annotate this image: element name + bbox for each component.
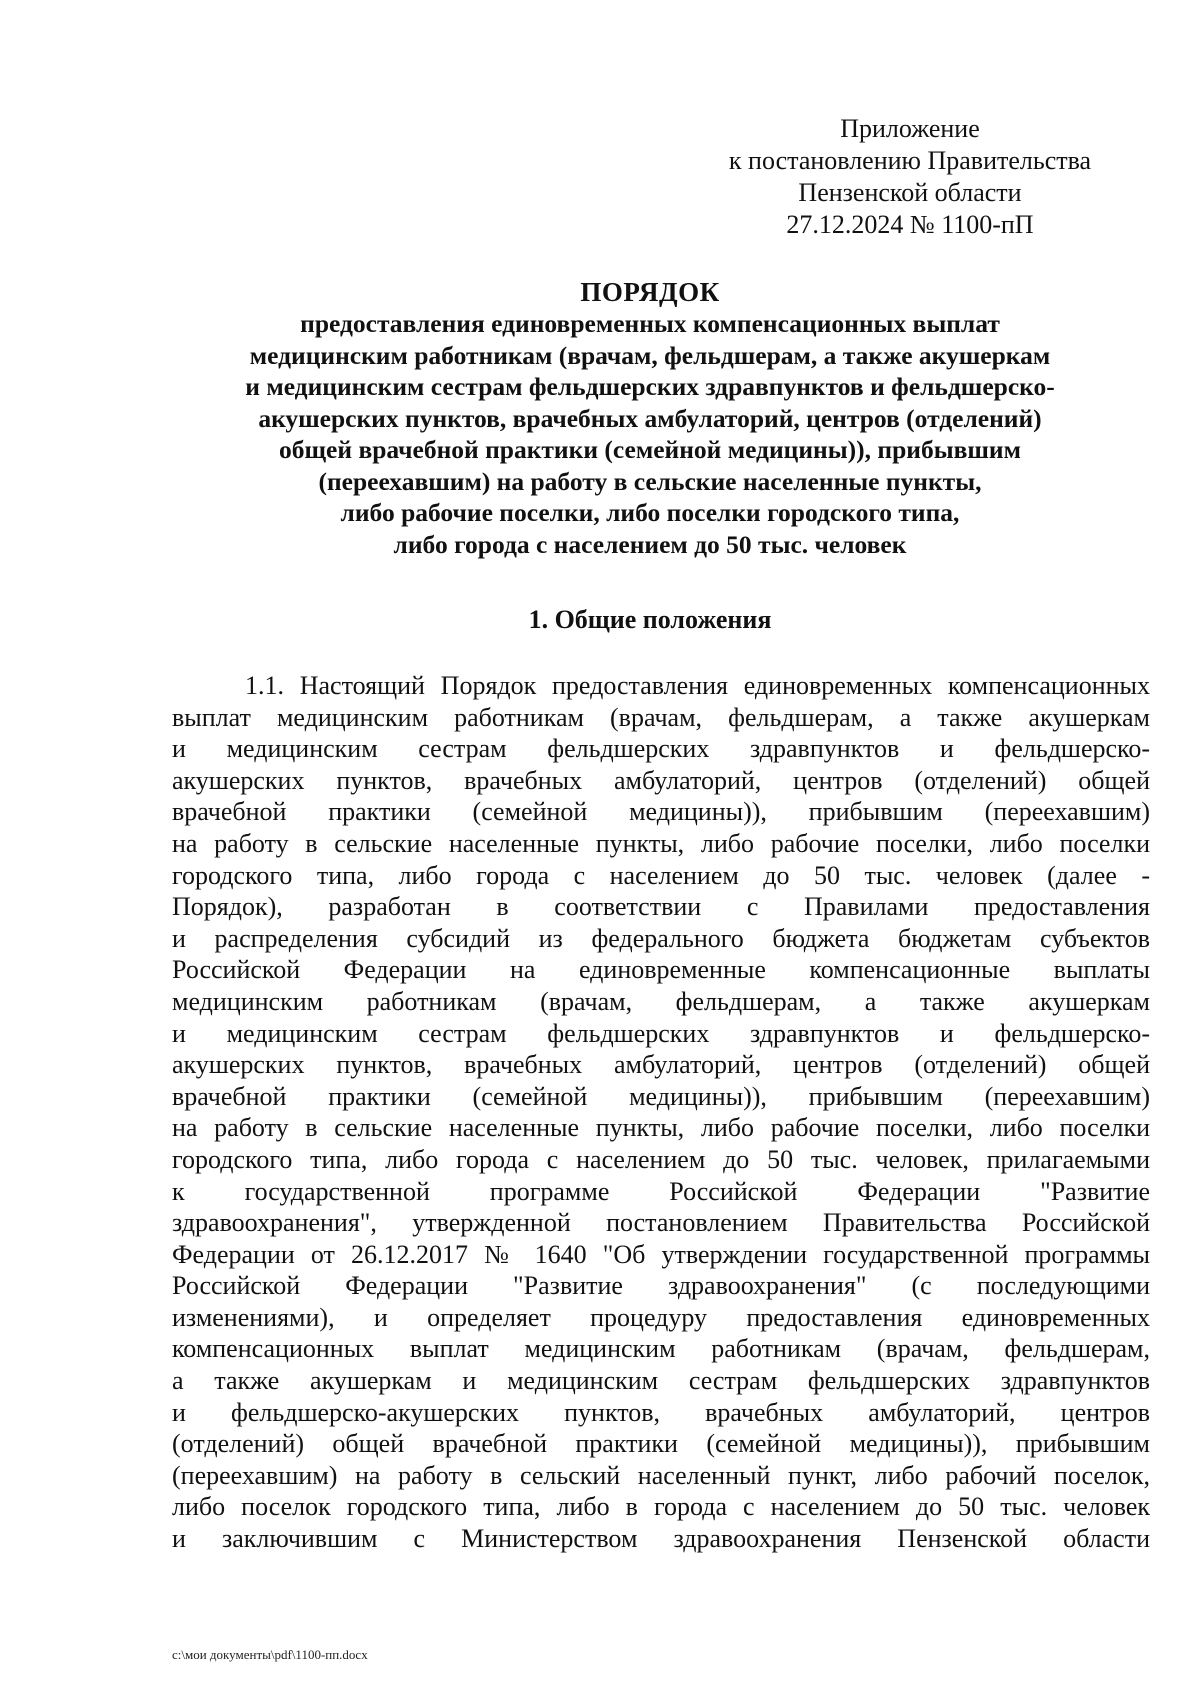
appendix-region: Пензенской области	[798, 178, 1022, 207]
paragraph-line: Порядок), разработан в соответствии с Правилами предоставления	[172, 892, 1150, 922]
paragraph-line: (переехавшим) на работу в сельский населенный пункт, либо рабочий поселок,	[172, 1460, 1150, 1490]
appendix-label: Приложение	[840, 114, 980, 143]
section-heading: 1. Общие положения	[528, 605, 772, 634]
appendix-resolution: к постановлению Правительства	[728, 146, 1092, 175]
paragraph-line: на работу в сельские населенные пункты, либо рабочие поселки, либо поселки	[172, 1113, 1150, 1143]
footer-file-path: c:\мои документы\pdf\1100-пп.docx	[172, 1647, 368, 1662]
paragraph-1-1	[172, 670, 1150, 1555]
appendix-block	[680, 113, 1140, 241]
title-line: либо рабочие поселки, либо поселки городского типа,	[340, 498, 960, 527]
paragraph-line: либо поселок городского типа, либо в города с населением до 50 тыс. человек	[172, 1492, 1150, 1522]
title-line: медицинским работникам (врачам, фельдшерам, а также акушеркам	[249, 340, 1051, 370]
paragraph-line: и медицинским сестрам фельдшерских здравпунктов и фельдшерско-	[172, 734, 1150, 764]
paragraph-line: городского типа, либо города с населением до 50 тыс. человек (далее -	[172, 860, 1150, 890]
paragraph-line: и заключившим с Министерством здравоохранения Пензенской области	[172, 1524, 1150, 1554]
paragraph-line: Федерации от 26.12.2017 № 1640 "Об утверждении государственной программы	[172, 1239, 1150, 1269]
title-line: общей врачебной практики (семейной медицины)), прибывшим	[279, 435, 1021, 464]
paragraph-line: Российской Федерации "Развитие здравоохранения" (с последующими	[172, 1271, 1150, 1301]
paragraph-line: на работу в сельские населенные пункты, либо рабочие поселки, либо поселки	[172, 828, 1150, 858]
paragraph-line: врачебной практики (семейной медицины)), прибывшим (переехавшим)	[172, 1081, 1150, 1111]
title-main: ПОРЯДОК	[580, 277, 720, 307]
paragraph-line: врачебной практики (семейной медицины)), прибывшим (переехавшим)	[172, 797, 1150, 827]
paragraph-line: акушерских пунктов, врачебных амбулаторий, центров (отделений) общей	[172, 1050, 1150, 1080]
paragraph-line: городского типа, либо города с населением до 50 тыс. человек, прилагаемыми	[172, 1144, 1150, 1174]
paragraph-line: здравоохранения", утвержденной постановлением Правительства Российской	[172, 1208, 1150, 1238]
title-line: предоставления единовременных компенсационных выплат	[300, 309, 1000, 338]
title-line: и медицинским сестрам фельдшерских здравпунктов и фельдшерско-	[245, 372, 1055, 401]
paragraph-line: акушерских пунктов, врачебных амбулаторий, центров (отделений) общей	[172, 765, 1150, 795]
paragraph-line: и фельдшерско-акушерских пунктов, врачебных амбулаторий, центров	[172, 1397, 1150, 1427]
paragraph-line: к государственной программе Российской Федерации "Развитие	[172, 1176, 1150, 1206]
title-line: (переехавшим) на работу в сельские населенные пункты,	[318, 466, 982, 496]
paragraph-line: 1.1. Настоящий Порядок предоставления единовременных компенсационных	[245, 671, 1150, 700]
paragraph-line: изменениями), и определяет процедуру предоставления единовременных	[172, 1302, 1150, 1332]
paragraph-line: выплат медицинским работникам (врачам, фельдшерам, а также акушеркам	[172, 702, 1150, 732]
title-line: акушерских пунктов, врачебных амбулаторий, центров (отделений)	[258, 403, 1042, 433]
paragraph-line: и медицинским сестрам фельдшерских здравпунктов и фельдшерско-	[172, 1018, 1150, 1048]
paragraph-line: Российской Федерации на единовременные компенсационные выплаты	[172, 955, 1150, 985]
paragraph-line: компенсационных выплат медицинским работникам (врачам, фельдшерам,	[172, 1334, 1150, 1364]
appendix-date-number: 27.12.2024 № 1100-пП	[786, 210, 1034, 239]
paragraph-line: (отделений) общей врачебной практики (семейной медицины)), прибывшим	[172, 1429, 1150, 1459]
paragraph-line: и распределения субсидий из федерального бюджета бюджетам субъектов	[172, 923, 1150, 953]
paragraph-line: медицинским работникам (врачам, фельдшерам, а также акушеркам	[172, 986, 1150, 1016]
title-line: либо города с населением до 50 тыс. человек	[393, 529, 907, 559]
paragraph-line: а также акушеркам и медицинским сестрам фельдшерских здравпунктов	[172, 1366, 1150, 1396]
document-title	[170, 276, 1130, 560]
